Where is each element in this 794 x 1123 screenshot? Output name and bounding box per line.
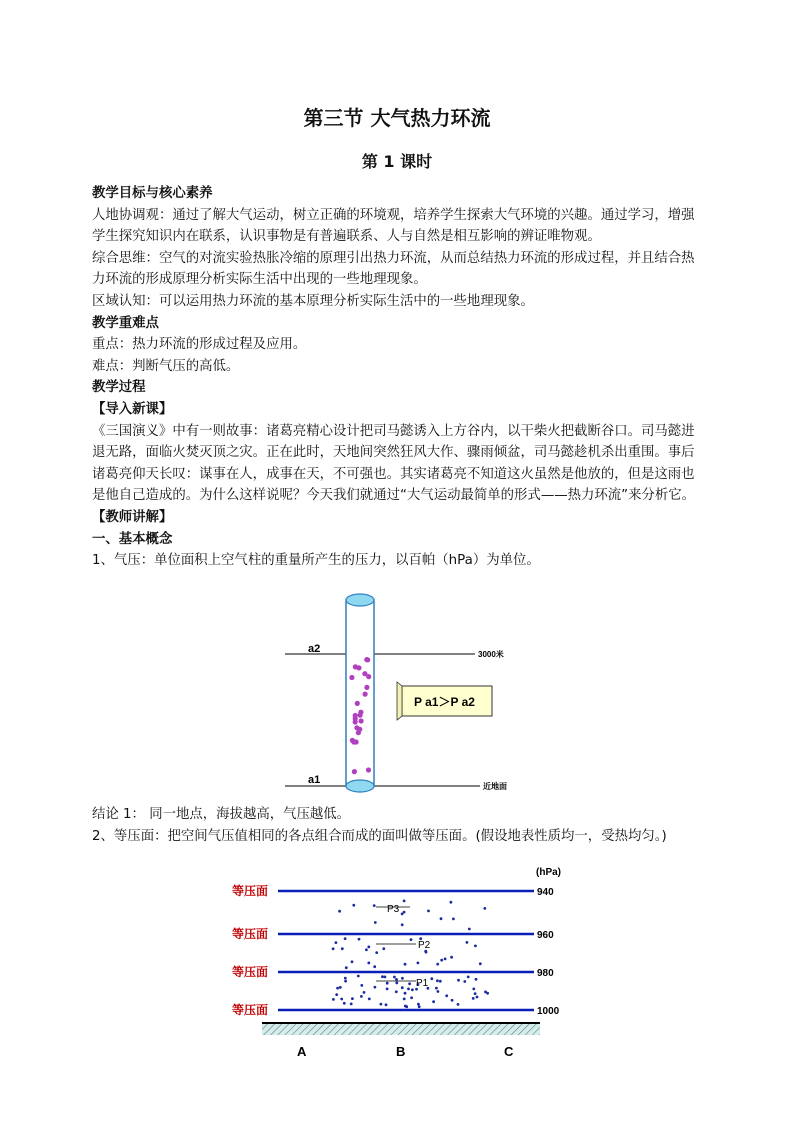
- particle-dot: [332, 947, 335, 950]
- lesson-body: [92, 183, 704, 572]
- relation-box-edge: [397, 682, 402, 720]
- location-c: C: [504, 1044, 514, 1059]
- particle-dot: [344, 977, 347, 980]
- particle-dot: [432, 1000, 435, 1003]
- process-heading: 教学过程: [92, 380, 146, 396]
- molecule-dot: [358, 710, 363, 715]
- particle-dot: [437, 990, 440, 993]
- particle-dot: [401, 923, 404, 926]
- point-p2: P2: [418, 940, 431, 951]
- particle-dot: [335, 993, 338, 996]
- particle-dot: [457, 1003, 460, 1006]
- particle-dot: [403, 911, 406, 914]
- molecule-dot: [349, 675, 354, 680]
- particle-dot: [332, 998, 335, 1001]
- molecule-dot: [353, 716, 358, 721]
- particle-dot: [436, 979, 439, 982]
- particle-dot: [367, 962, 370, 965]
- isobar-960: [232, 926, 554, 941]
- surface-label: 等压面: [232, 965, 269, 979]
- particle-dot: [352, 904, 355, 907]
- key-heading: 教学重难点: [92, 315, 159, 331]
- particle-dot: [341, 947, 344, 950]
- particle-dot: [439, 980, 442, 983]
- particle-dot: [365, 948, 368, 951]
- molecule-dot: [363, 692, 368, 697]
- objective-paragraph-3: 区域认知：可以运用热力环流的基本原理分析实际生活中的一些地理现象。: [92, 293, 534, 309]
- surface-label: 等压面: [232, 884, 269, 898]
- intro-heading: 【导入新课】: [92, 401, 173, 417]
- conclusion-1: 结论 1： 同一地点，海拔越高，气压越低。: [92, 807, 351, 822]
- molecule-dot: [362, 671, 367, 676]
- particle-dot: [336, 987, 339, 990]
- particle-dot: [395, 990, 398, 993]
- particle-dot: [395, 978, 398, 981]
- particle-dot: [435, 987, 438, 990]
- particle-dot: [457, 979, 460, 982]
- ground-label: 近地面: [483, 782, 507, 791]
- particle-dot: [386, 988, 389, 991]
- particle-dot: [373, 965, 376, 968]
- particle-dot: [474, 992, 477, 995]
- particle-dot: [403, 998, 406, 1001]
- particle-dot: [403, 900, 406, 903]
- particle-dot: [344, 937, 347, 940]
- point-p1: P1: [416, 978, 429, 989]
- key-point: 重点：热力环流的形成过程及应用。: [92, 337, 307, 353]
- column-top: [346, 594, 374, 606]
- particle-dot: [373, 904, 376, 907]
- particle-dot: [393, 976, 396, 979]
- air-column-figure: [280, 588, 520, 798]
- concept-heading: 一、基本概念: [92, 531, 173, 547]
- label-a2: a2: [308, 643, 321, 655]
- particle-dot: [374, 921, 377, 924]
- post-figure-text: [92, 804, 712, 848]
- particle-dot: [401, 977, 404, 980]
- lesson-subtitle: 第 1 课时: [361, 152, 433, 171]
- particle-dot: [374, 986, 377, 989]
- particle-dot: [382, 947, 385, 950]
- particle-dot: [450, 901, 453, 904]
- particle-dot: [344, 980, 347, 983]
- particle-dot: [410, 996, 413, 999]
- particle-dot: [476, 996, 479, 999]
- particle-dot: [350, 1003, 353, 1006]
- particle-dot: [451, 999, 454, 1002]
- molecule-dot: [356, 665, 361, 670]
- particle-dot: [417, 962, 420, 965]
- particle-dot: [343, 1002, 346, 1005]
- molecule-dot: [365, 657, 370, 662]
- point-p3: P3: [387, 904, 400, 915]
- particle-dot: [351, 960, 354, 963]
- particle-dot: [436, 963, 439, 966]
- particle-dot: [358, 938, 361, 941]
- particle-dot: [472, 988, 475, 991]
- surface-label: 等压面: [232, 1003, 269, 1017]
- particle-dot: [384, 976, 387, 979]
- particle-dot: [401, 986, 404, 989]
- particle-dot: [467, 976, 470, 979]
- level-1000: 1000: [537, 1006, 560, 1017]
- isobar-1000: [232, 1002, 560, 1017]
- concept-2: 2、等压面：把空间气压值相同的各点组合而成的面叫做等压面。(假设地表性质均一，受热均匀。): [92, 829, 667, 844]
- particle-dot: [475, 978, 478, 981]
- label-a1: a1: [308, 774, 321, 786]
- particle-dot: [340, 998, 343, 1001]
- particle-dot: [468, 928, 471, 931]
- particle-dot: [345, 966, 348, 969]
- difficulty-point: 难点：判断气压的高低。: [92, 358, 240, 374]
- location-a: A: [297, 1044, 307, 1059]
- particle-dot: [440, 917, 443, 920]
- particle-dot: [360, 984, 363, 987]
- height-label: 3000米: [478, 650, 504, 659]
- level-960: 960: [537, 930, 554, 941]
- objectives-heading: 教学目标与核心素养: [92, 186, 213, 201]
- particle-dot: [407, 988, 410, 991]
- particle-dot: [440, 959, 443, 962]
- particle-dot: [339, 986, 342, 989]
- particle-dot: [386, 982, 389, 985]
- particle-dot: [417, 1003, 420, 1006]
- particle-dot: [445, 994, 448, 997]
- particle-dot: [410, 938, 413, 941]
- particle-dot: [466, 941, 469, 944]
- particle-dot: [411, 988, 414, 991]
- unit-label: (hPa): [536, 867, 561, 878]
- location-b: B: [396, 1044, 406, 1059]
- air-column: [346, 600, 374, 786]
- intro-paragraph: 《三国演义》中有一则故事：诸葛亮精心设计把司马懿诱入上方谷内，以干柴火把截断谷口。司马懿进退无路，面临火焚灭顶之灾。正在此时，天地间突然狂风大作、骤雨倾盆，司马懿趁机杀出重围。事后诸葛亮仰天长叹：谋事在人，成事在天，不可强也。其实诸葛亮不知道这火虽然是他放的，但是这雨也是他自己造成的。为什么这样说呢？今天我们就通过“大气运动最简单的形式——热力环流”来分析它。: [92, 423, 696, 504]
- particle-dot: [363, 991, 366, 994]
- particle-dot: [404, 992, 407, 995]
- objective-paragraph-2: 综合思维：空气的对流实验热胀冷缩的原理引出热力环流，从而总结热力环流的形成过程，并且结合热力环流的形成原理分析实际生活中出现的一些地理现象。: [92, 250, 695, 288]
- particle-dot: [450, 956, 453, 959]
- particle-dot: [380, 1003, 383, 1006]
- particle-dot: [338, 910, 341, 913]
- particle-dot: [367, 946, 370, 949]
- particle-dot: [427, 910, 430, 913]
- particle-dot: [484, 991, 487, 994]
- particle-dot: [404, 963, 407, 966]
- air-particles: [332, 900, 489, 1009]
- concept-1: 1、气压：单位面积上空气柱的重量所产生的压力，以百帕（hPa）为单位。: [92, 553, 540, 569]
- surface-label: 等压面: [232, 927, 269, 941]
- particle-dot: [357, 975, 360, 978]
- particle-dot: [368, 998, 371, 1001]
- molecule-dot: [354, 725, 359, 730]
- pressure-relation: P a1＞P a2: [414, 695, 475, 709]
- level-940: 940: [537, 887, 554, 898]
- level-980: 980: [537, 968, 554, 979]
- page-title: 第三节 大气热力环流: [303, 106, 491, 130]
- particle-dot: [463, 980, 466, 983]
- isobaric-surface-figure: [224, 862, 584, 1062]
- particle-dot: [425, 951, 428, 954]
- molecule-dot: [352, 769, 357, 774]
- column-bottom: [346, 780, 374, 792]
- particle-dot: [474, 945, 477, 948]
- particle-dot: [472, 997, 475, 1000]
- molecule-dot: [354, 739, 359, 744]
- particle-dot: [418, 1005, 421, 1008]
- particle-dot: [405, 1005, 408, 1008]
- particle-dot: [444, 958, 447, 961]
- particle-dot: [430, 977, 433, 980]
- teach-heading: 【教师讲解】: [92, 509, 173, 525]
- molecule-dot: [366, 767, 371, 772]
- isobar-940: [232, 883, 554, 898]
- particle-dot: [452, 918, 455, 921]
- particle-dot: [395, 982, 398, 985]
- ground-surface: [262, 1024, 540, 1035]
- particle-dot: [375, 951, 378, 954]
- objective-paragraph-1: 人地协调观：通过了解大气运动，树立正确的环境观，培养学生探索大气环境的兴趣。通过学习，增强学生探究知识内在联系，认识事物是有普遍联系、人与自然是相互影响的辨证唯物观。: [92, 207, 695, 245]
- particle-dot: [483, 907, 486, 910]
- particle-dot: [351, 997, 354, 1000]
- particle-dot: [360, 995, 363, 998]
- molecule-dot: [355, 701, 360, 706]
- particle-dot: [408, 982, 411, 985]
- particle-dot: [381, 975, 384, 978]
- particle-dot: [479, 962, 482, 965]
- molecule-dot: [364, 685, 369, 690]
- molecule-dot: [359, 718, 364, 723]
- particle-dot: [335, 941, 338, 944]
- particle-dot: [385, 1003, 388, 1006]
